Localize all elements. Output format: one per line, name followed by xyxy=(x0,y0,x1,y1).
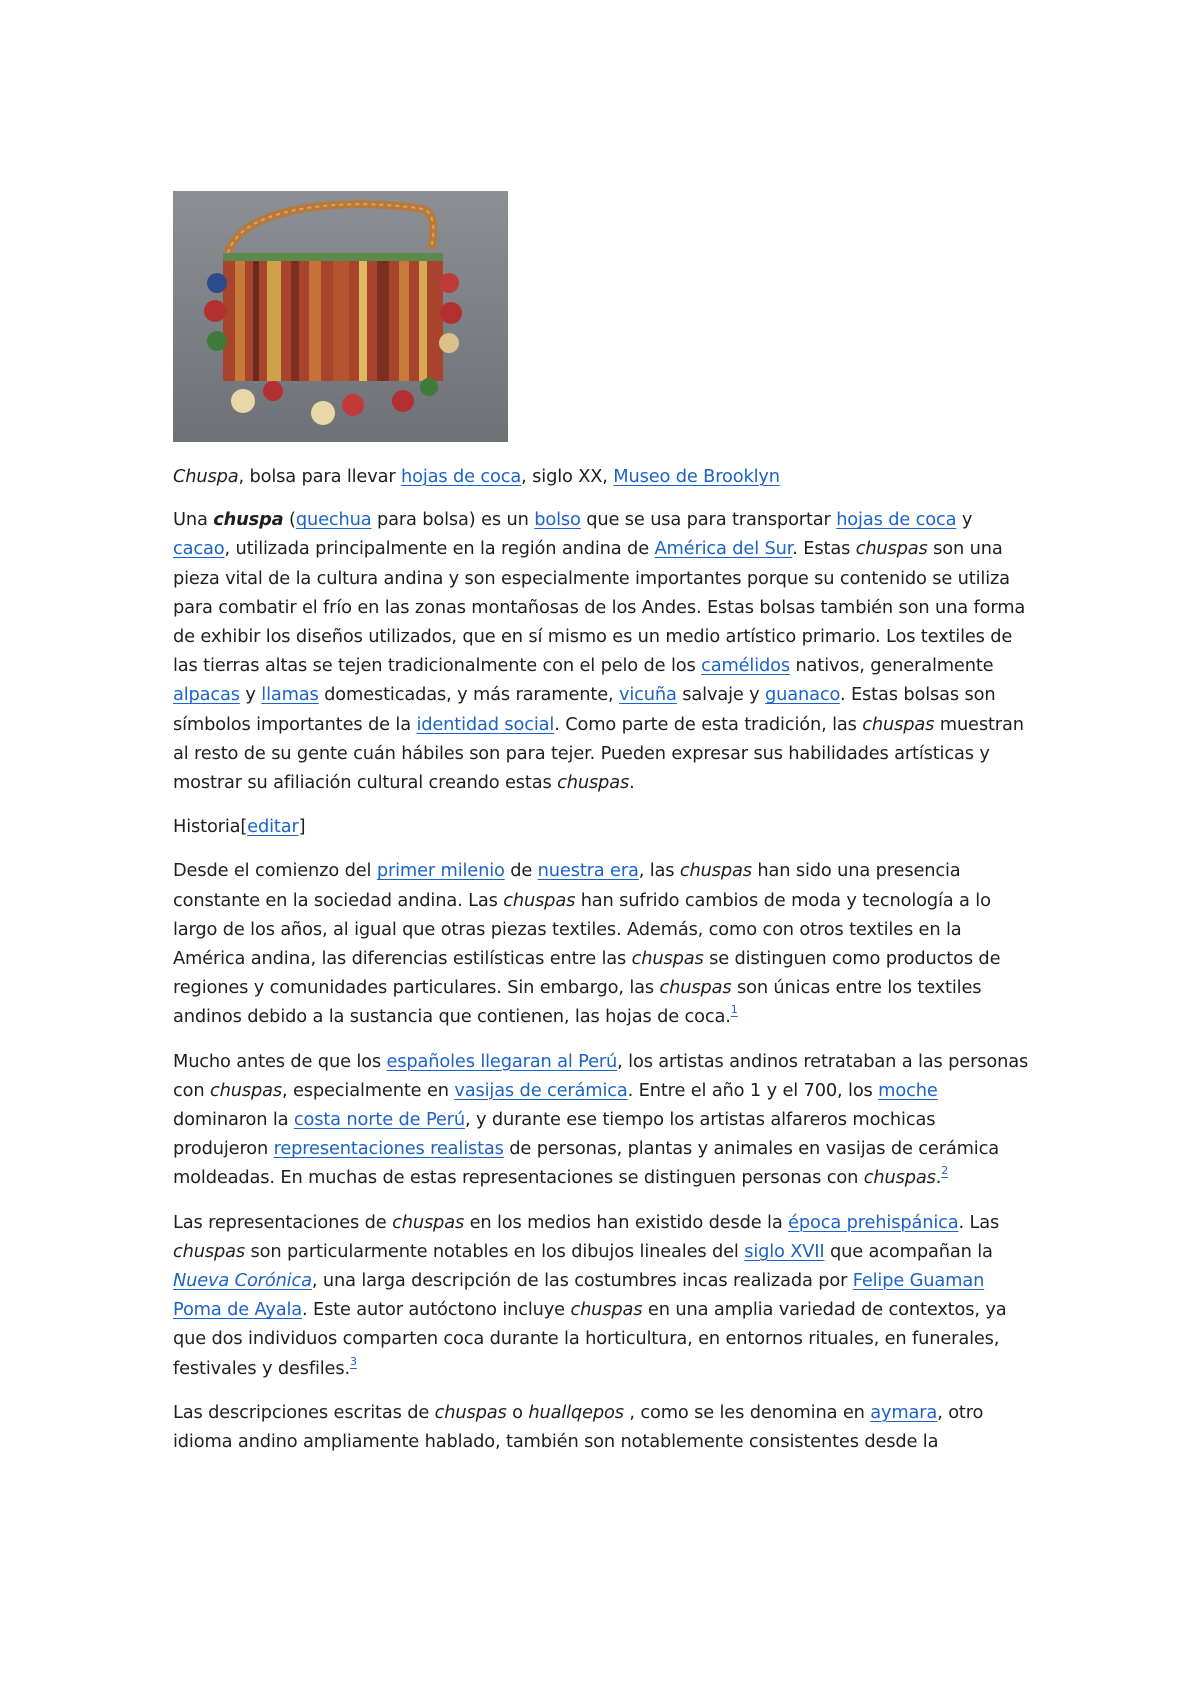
text: son particularmente notables en los dibujos lineales del xyxy=(244,1240,745,1262)
term-chuspas: chuspas xyxy=(557,772,630,794)
text: salvaje y xyxy=(676,684,766,706)
text: . Las xyxy=(958,1211,1000,1233)
link-quechua[interactable]: quechua xyxy=(295,509,372,531)
term-chuspas: chuspas xyxy=(862,713,935,735)
link-identidad-social[interactable]: identidad social xyxy=(416,713,555,735)
text: Las representaciones de xyxy=(173,1211,393,1233)
section-title: Historia xyxy=(173,816,241,838)
term-chuspas: chuspas xyxy=(659,977,732,999)
text: , las xyxy=(638,860,680,882)
text: . Como parte de esta tradición, las xyxy=(554,713,863,735)
history-paragraph-3 xyxy=(173,1208,1033,1383)
link-hojas-de-coca[interactable]: hojas de coca xyxy=(400,466,522,487)
text: en los medios han existido desde la xyxy=(464,1211,789,1233)
history-paragraph-4 xyxy=(173,1398,1033,1456)
chuspa-photo xyxy=(173,191,508,442)
text: Las descripciones escritas de xyxy=(173,1401,435,1423)
article-text xyxy=(173,462,1033,1471)
text: muestran al resto de su gente cuán hábiles son para tejer. Pueden expresar sus habilidades artísticas y mostrar su afiliación cultural creando estas xyxy=(173,713,1024,794)
history-paragraph-1 xyxy=(173,856,1033,1031)
link-alpacas[interactable]: alpacas xyxy=(173,684,240,706)
text: . Estas bolsas son símbolos importantes de la xyxy=(173,684,996,735)
text: , especialmente en xyxy=(281,1079,455,1101)
term-chuspas: chuspas xyxy=(631,948,704,970)
text: son únicas entre los textiles andinos debido a la sustancia que contienen, las hojas de coca. xyxy=(173,977,982,1028)
link-moche[interactable]: moche xyxy=(878,1079,938,1101)
text: han sido una presencia constante en la sociedad andina. Las xyxy=(173,860,961,911)
term-chuspas: chuspas xyxy=(863,1167,936,1189)
text: de xyxy=(504,860,538,882)
link-bolso[interactable]: bolso xyxy=(534,509,581,531)
reference-link[interactable]: 3 xyxy=(349,1354,357,1368)
text: en una amplia variedad de contextos, ya que dos individuos comparten coca durante la horticultura, en entornos rituales, en funerales, festivales y desfiles. xyxy=(173,1299,1007,1379)
link-felipe-guaman-poma-de-ayala[interactable]: Felipe Guaman Poma de Ayala xyxy=(173,1270,985,1321)
text: , una larga descripción de las costumbres incas realizada por xyxy=(311,1270,853,1292)
reference-link[interactable]: 2 xyxy=(941,1164,949,1178)
link-representaciones-realistas[interactable]: representaciones realistas xyxy=(273,1138,504,1160)
text: para bolsa) es un xyxy=(371,509,535,531)
link-camelidos[interactable]: camélidos xyxy=(701,655,790,677)
link-siglo-xvii[interactable]: siglo XVII xyxy=(744,1240,825,1262)
term-chuspas: chuspas xyxy=(679,860,752,882)
term-chuspas: chuspas xyxy=(855,538,928,560)
link-epoca-prehispanica[interactable]: época prehispánica xyxy=(788,1211,959,1233)
text: Desde el comienzo del xyxy=(173,860,377,882)
text: , otro idioma andino ampliamente hablado, también son notablemente consistentes desde la xyxy=(173,1401,984,1453)
text: Una xyxy=(173,509,214,531)
reference-link[interactable]: 1 xyxy=(730,1003,738,1017)
bracket: [ xyxy=(240,816,248,838)
text: son una pieza vital de la cultura andina y son especialmente importantes porque su contenido se utiliza para combatir el frío en las zonas montañosas de los Andes. Estas bolsas también son una forma de exhibir los diseños utilizados, que en sí mismo es un medio artístico primario. Los textiles de las tierras altas se tejen tradicionalmente con el pelo de los xyxy=(173,538,1026,677)
text: , y durante ese tiempo los artistas alfareros mochicas produjeron xyxy=(173,1109,936,1160)
edit-section-link[interactable]: editar xyxy=(247,816,299,838)
link-vasijas-de-ceramica[interactable]: vasijas de cerámica xyxy=(454,1079,628,1101)
term-chuspa: chuspa xyxy=(213,509,284,531)
term-chuspas: chuspas xyxy=(392,1211,465,1233)
text: . Estas xyxy=(792,538,856,560)
term-chuspas: chuspas xyxy=(173,1240,245,1262)
text: nativos, generalmente xyxy=(790,655,994,677)
text: . xyxy=(629,772,635,794)
text: que acompañan la xyxy=(824,1240,993,1262)
intro-paragraph xyxy=(173,505,1033,797)
text: , como se les denomina en xyxy=(623,1401,871,1423)
link-america-del-sur[interactable]: América del Sur xyxy=(654,538,793,560)
link-nueva-coronica[interactable]: Nueva Corónica xyxy=(173,1270,312,1292)
link-museo-de-brooklyn[interactable]: Museo de Brooklyn xyxy=(613,466,780,487)
text: se distinguen como productos de regiones y comunidades particulares. Sin embargo, las xyxy=(173,948,1001,999)
caption-chuspa: Chuspa xyxy=(173,466,239,487)
link-cacao[interactable]: cacao xyxy=(173,538,225,560)
link-guanaco[interactable]: guanaco xyxy=(765,684,840,706)
figure-caption xyxy=(173,462,1033,491)
link-nuestra-era[interactable]: nuestra era xyxy=(537,860,639,882)
text: . xyxy=(935,1167,942,1189)
term-huallqepos: huallqepos xyxy=(528,1401,624,1423)
text: , los artistas andinos retrataban a las personas con xyxy=(173,1050,1029,1101)
term-chuspas: chuspas xyxy=(503,889,576,911)
text: ( xyxy=(283,509,296,531)
caption-text: , siglo XX, xyxy=(521,466,614,487)
term-chuspas: chuspas xyxy=(570,1299,643,1321)
bracket: ] xyxy=(298,816,306,838)
text: y xyxy=(239,684,262,706)
link-costa-norte-de-peru[interactable]: costa norte de Perú xyxy=(293,1109,465,1131)
link-vicuna[interactable]: vicuña xyxy=(619,684,677,706)
text: de personas, plantas y animales en vasijas de cerámica moldeadas. En muchas de estas representaciones se distinguen personas con xyxy=(173,1138,999,1189)
text: Mucho antes de que los xyxy=(173,1050,387,1072)
history-paragraph-2 xyxy=(173,1047,1033,1193)
link-llamas[interactable]: llamas xyxy=(261,684,319,706)
text: . Este autor autóctono incluye xyxy=(301,1299,571,1321)
term-chuspas: chuspas xyxy=(209,1079,282,1101)
term-chuspas: chuspas xyxy=(434,1401,507,1423)
link-espanoles-llegaran-al-peru[interactable]: españoles llegaran al Perú xyxy=(386,1050,618,1072)
text: o xyxy=(506,1401,529,1423)
caption-text: , bolsa para llevar xyxy=(238,466,401,487)
link-aymara[interactable]: aymara xyxy=(870,1401,938,1423)
text: que se usa para transportar xyxy=(580,509,837,531)
section-heading-historia xyxy=(173,812,1033,841)
text: . Entre el año 1 y el 700, los xyxy=(627,1079,879,1101)
text: domesticadas, y más raramente, xyxy=(318,684,620,706)
link-primer-milenio[interactable]: primer milenio xyxy=(376,860,505,882)
link-hojas-de-coca[interactable]: hojas de coca xyxy=(836,509,957,531)
text: y xyxy=(956,509,973,531)
text: han sufrido cambios de moda y tecnología a lo largo de los años, al igual que otras piezas textiles. Además, como con otros textiles en la América andina, las diferencias estilísticas entre las xyxy=(173,889,991,970)
text: dominaron la xyxy=(173,1109,294,1131)
text: , utilizada principalmente en la región andina de xyxy=(224,538,655,560)
